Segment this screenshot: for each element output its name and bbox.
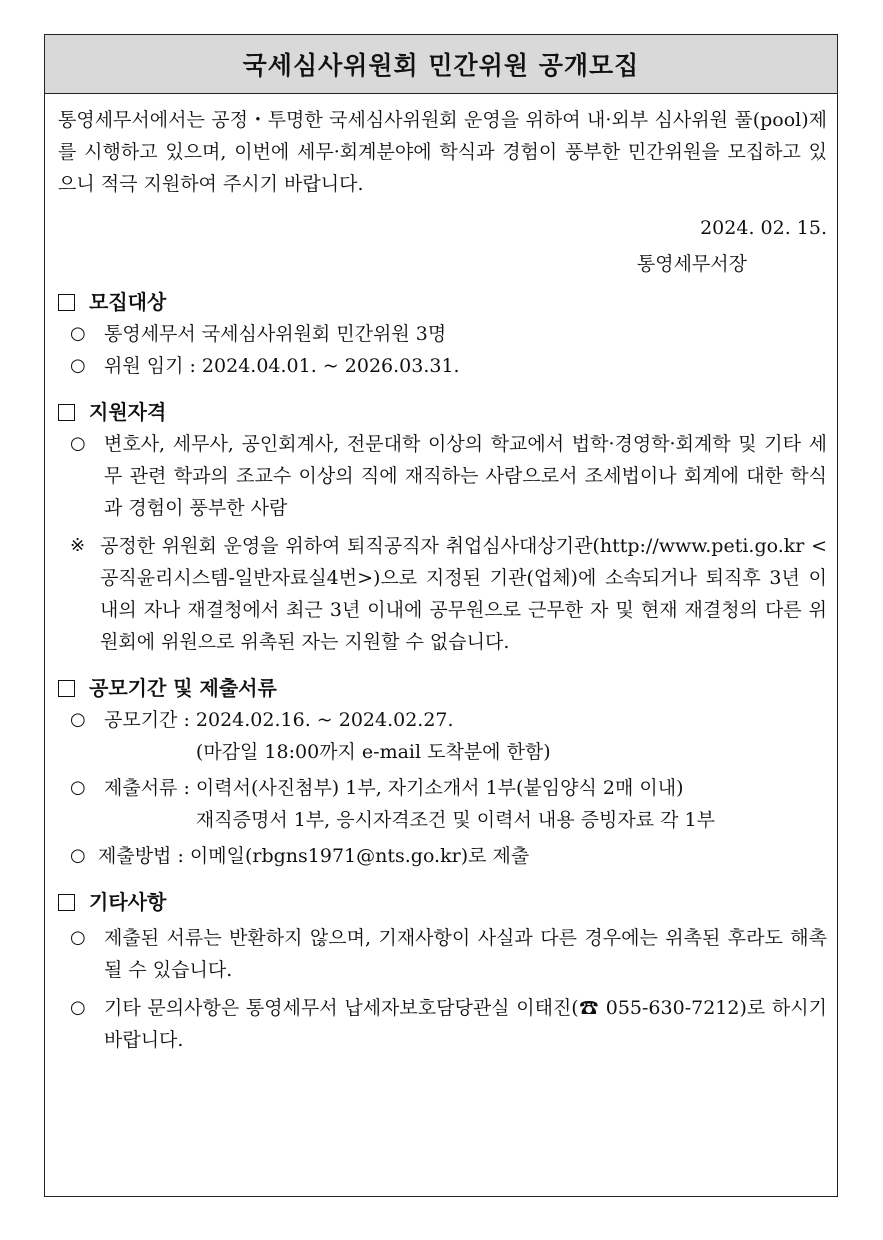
notice-content	[45, 94, 837, 1056]
circle-bullet-icon: ○	[70, 433, 86, 454]
checkbox-square-icon	[58, 404, 75, 421]
notice-date: 2024. 02. 15.	[700, 217, 827, 239]
period-label: 공모기간 :	[104, 709, 196, 731]
note-item	[70, 530, 827, 658]
list-item-text: 기타 문의사항은 통영세무서 납세자보호담당관실 이태진(☎ 055-630-7212)로 하시기 바랍니다.	[104, 997, 827, 1051]
list-item-method	[70, 840, 827, 872]
circle-bullet-icon: ○	[70, 777, 86, 798]
docs-row	[104, 772, 827, 836]
circle-bullet-icon: ○	[70, 927, 86, 948]
list-item-text: 제출된 서류는 반환하지 않으며, 기재사항이 사실과 다른 경우에는 위촉된 후라도 해촉될 수 있습니다.	[104, 927, 827, 981]
reference-mark-icon: ※	[70, 535, 86, 556]
circle-bullet-icon: ○	[70, 997, 86, 1018]
period-note: (마감일 18:00까지 e-mail 도착분에 한함)	[195, 741, 551, 763]
section-heading-text: 지원자격	[89, 400, 167, 424]
title-bar	[45, 35, 837, 94]
section-qualification	[58, 396, 827, 658]
list-item	[70, 318, 827, 350]
notice-title: 국세심사위원회 민간위원 공개모집	[242, 51, 640, 80]
period-value: 2024.02.16. ~ 2024.02.27.	[195, 709, 454, 731]
list-item-period	[70, 704, 827, 768]
list-item	[70, 922, 827, 986]
circle-bullet-icon: ○	[70, 845, 86, 866]
list-item-text: 위원 임기 : 2024.04.01. ~ 2026.03.31.	[104, 355, 460, 377]
period-values	[196, 704, 827, 768]
section-target	[58, 286, 827, 382]
docs-line: 재직증명서 1부, 응시자격조건 및 이력서 내용 증빙자료 각 1부	[195, 809, 715, 831]
notice-frame	[44, 34, 838, 1197]
docs-label: 제출서류 :	[104, 777, 196, 799]
method-value: 이메일(rbgns1971@nts.go.kr)로 제출	[189, 845, 530, 867]
list-item	[70, 992, 827, 1056]
docs-values	[196, 772, 827, 836]
circle-bullet-icon: ○	[70, 355, 86, 376]
section-heading-text: 기타사항	[89, 890, 167, 914]
section-heading	[58, 396, 827, 428]
docs-line: 이력서(사진첨부) 1부, 자기소개서 1부(붙임양식 2매 이내)	[195, 777, 684, 799]
circle-bullet-icon: ○	[70, 709, 86, 730]
intro-paragraph: 통영세무서에서는 공정・투명한 국세심사위원회 운영을 위하여 내·외부 심사위원 풀(pool)제를 시행하고 있으며, 이번에 세무·회계분야에 학식과 경험이 풍부한 민간위원을 모집하고 있으니 적극 지원하여 주시기 바랍니다.	[58, 109, 827, 195]
checkbox-square-icon	[58, 894, 75, 911]
section-heading	[58, 886, 827, 918]
section-heading	[58, 286, 827, 318]
method-label: 제출방법 :	[98, 845, 190, 867]
list-item-docs	[70, 772, 827, 836]
note-text: 공정한 위원회 운영을 위하여 퇴직공직자 취업심사대상기관(http://www.peti.go.kr <공직윤리시스템-일반자료실4번>)으로 지정된 기관(업체)에 소속되거나 퇴직후 3년 이내의 자나 재결청에서 최근 3년 이내에 공무원으로 근무한 자 및 현재 재결청의 다른 위원회에 위원으로 위촉된 자는 지원할 수 없습니다.	[100, 535, 827, 653]
section-heading-text: 모집대상	[89, 290, 167, 314]
period-row	[104, 704, 827, 768]
checkbox-square-icon	[58, 294, 75, 311]
issuing-office: 통영세무서장	[636, 253, 747, 275]
method-row	[98, 840, 827, 872]
checkbox-square-icon	[58, 680, 75, 697]
circle-bullet-icon: ○	[70, 323, 86, 344]
list-item-text: 변호사, 세무사, 공인회계사, 전문대학 이상의 학교에서 법학·경영학·회계학 및 기타 세무 관련 학과의 조교수 이상의 직에 재직하는 사람으로서 조세법이나 회계에 대한 학식과 경험이 풍부한 사람	[104, 433, 827, 519]
section-etc	[58, 886, 827, 1056]
section-heading-text: 공모기간 및 제출서류	[89, 676, 277, 700]
list-item	[70, 428, 827, 524]
list-item	[70, 350, 827, 382]
section-period	[58, 672, 827, 872]
section-heading	[58, 672, 827, 704]
list-item-text: 통영세무서 국세심사위원회 민간위원 3명	[104, 323, 447, 345]
